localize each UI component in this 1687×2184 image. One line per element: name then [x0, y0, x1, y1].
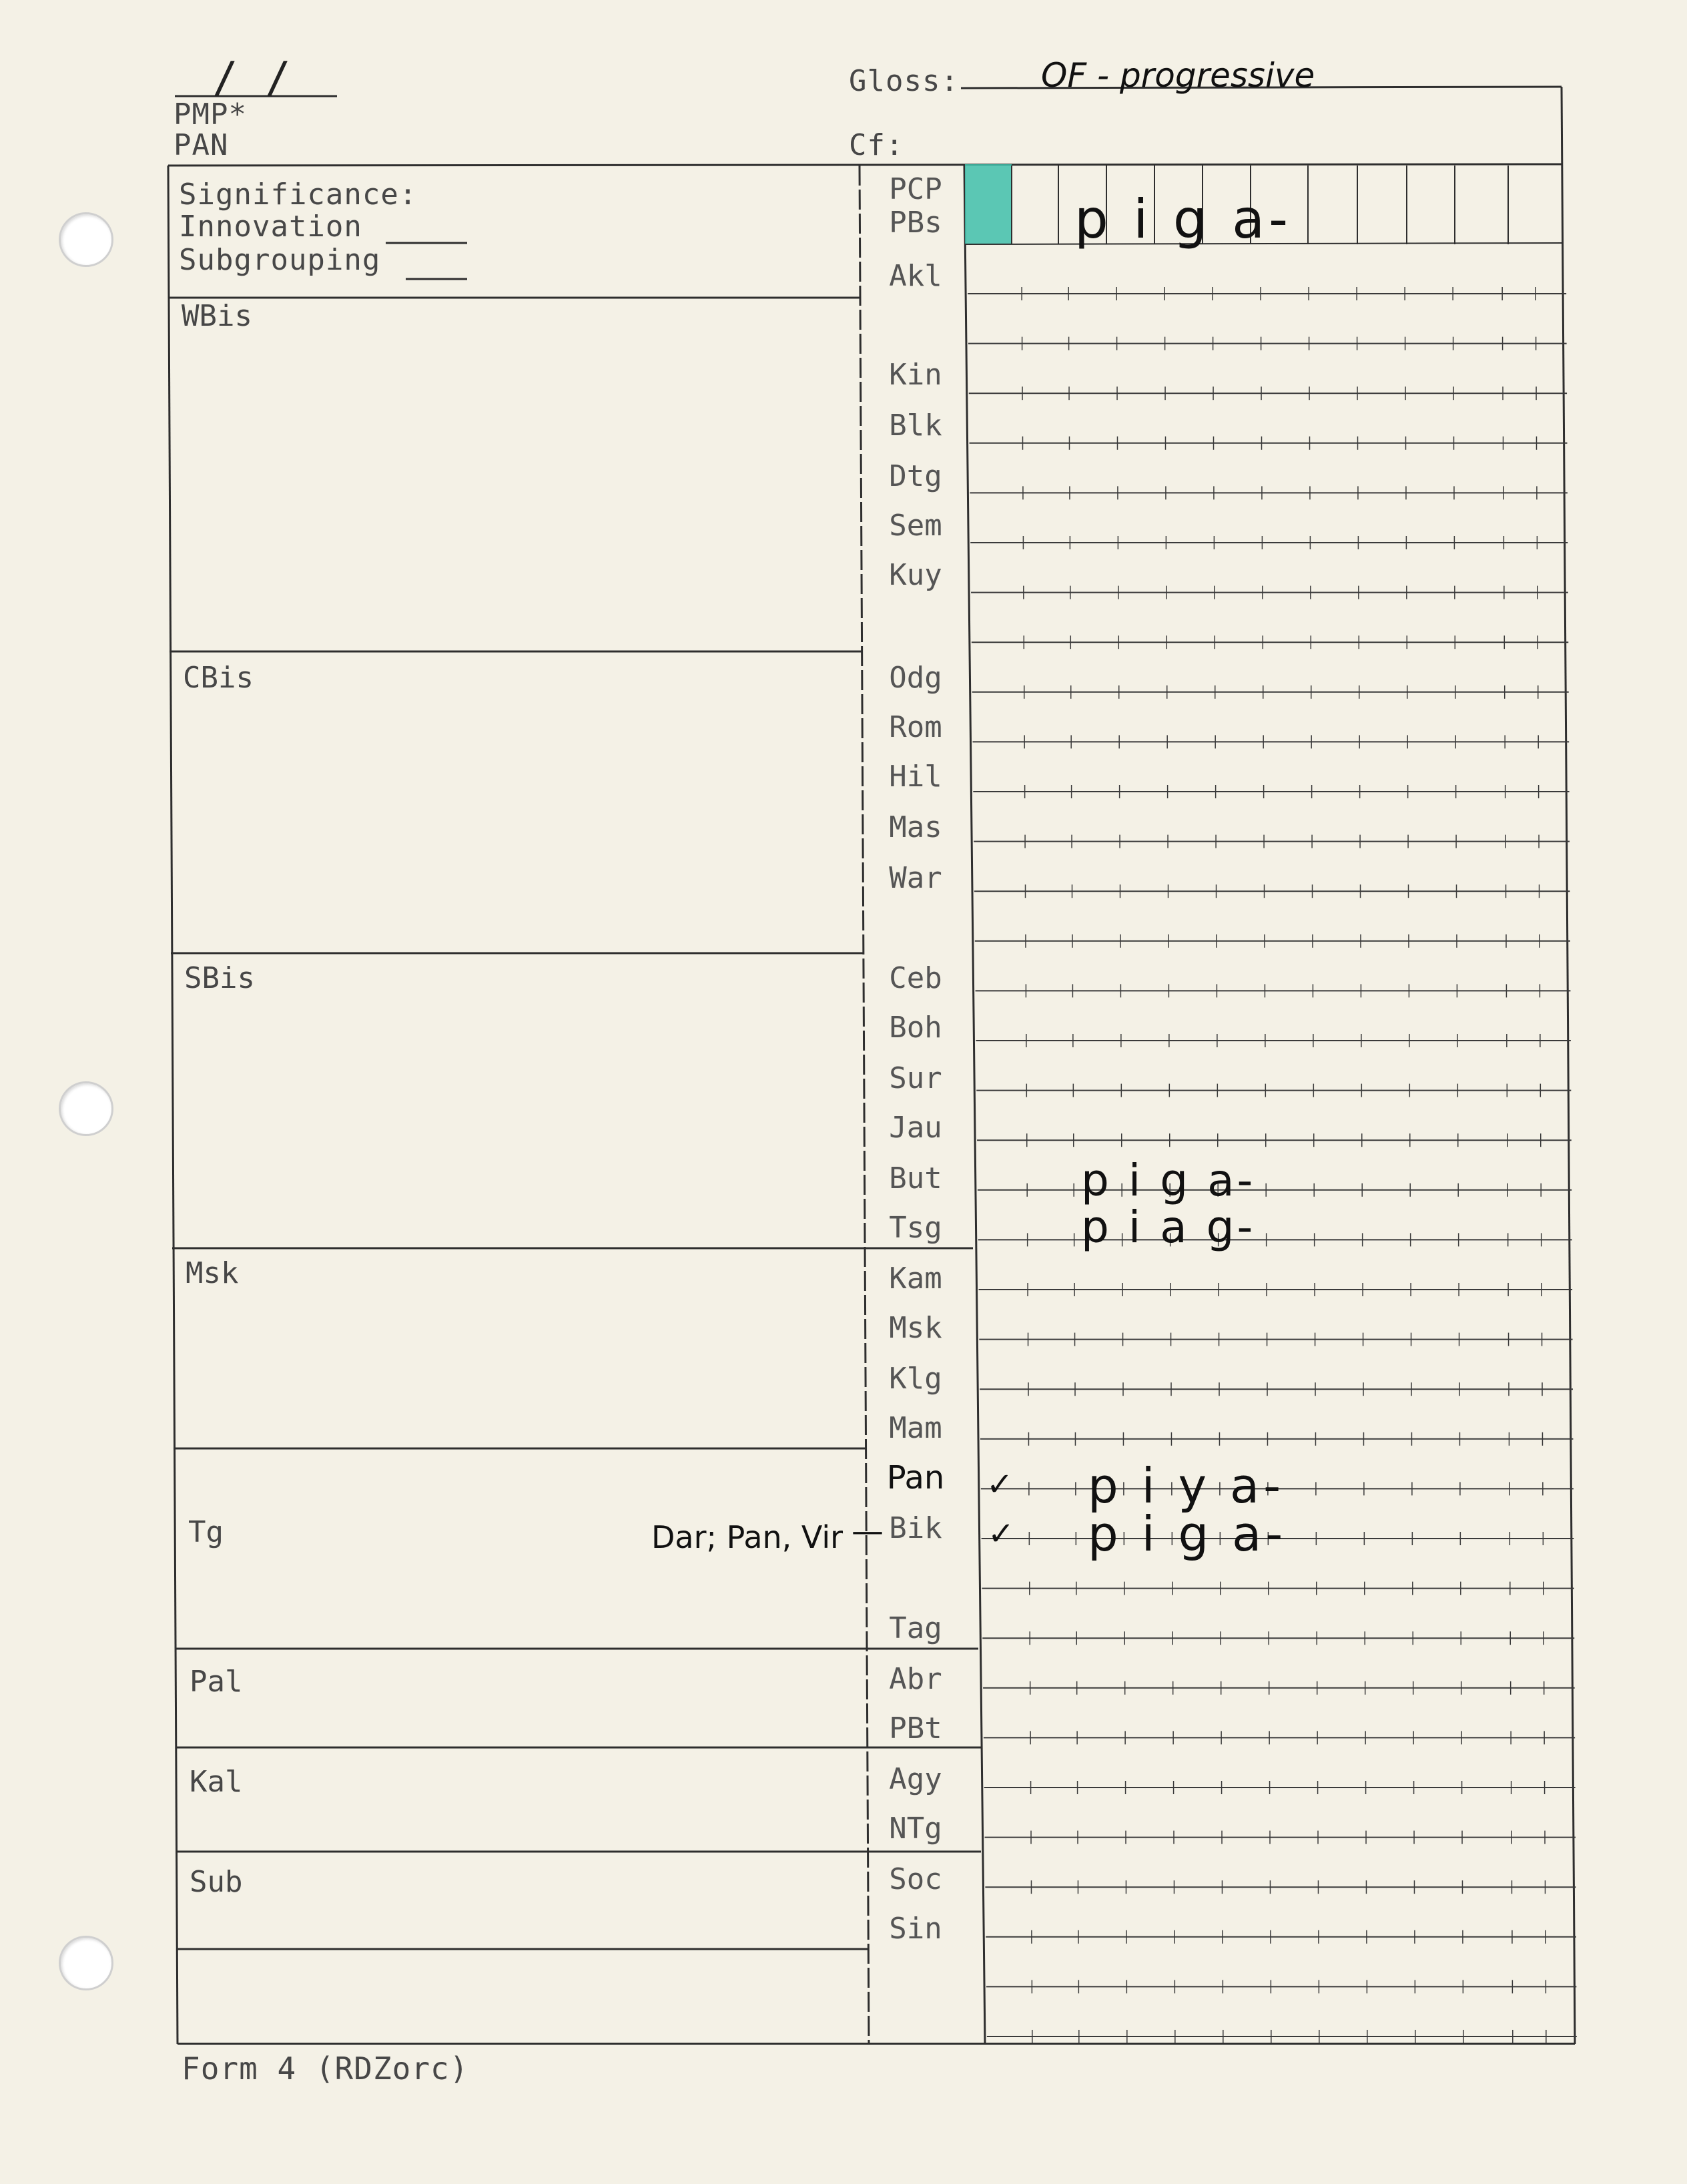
- bik-check: ✓: [988, 1515, 1015, 1553]
- pbs-form: p i g a-: [1074, 188, 1292, 250]
- lang-sur: Sur: [889, 1061, 942, 1095]
- but-form: p i g a-: [1081, 1155, 1256, 1206]
- lang-kuy: Kuy: [889, 558, 942, 592]
- tsg-form: p i a g-: [1081, 1201, 1256, 1253]
- gloss-value: OF - progressive: [1041, 56, 1315, 95]
- cf-label: Cf:: [849, 128, 904, 162]
- pan-form: p i y a-: [1088, 1458, 1285, 1514]
- lang-boh: Boh: [889, 1011, 942, 1045]
- lang-war: War: [889, 861, 942, 895]
- lang-abr: Abr: [889, 1662, 942, 1696]
- lang-blk: Blk: [889, 408, 942, 443]
- pmp-label: PMP*: [174, 97, 247, 131]
- lang-pbt: PBt: [889, 1711, 942, 1745]
- date-marks: / /: [212, 53, 292, 103]
- lang-ntg: NTg: [889, 1812, 942, 1846]
- section-cbis: CBis: [183, 661, 254, 695]
- lang-dtg: Dtg: [889, 459, 942, 493]
- lang-hil: Hil: [889, 760, 942, 794]
- lang-odg: Odg: [889, 661, 942, 695]
- pan-check: ✓: [986, 1466, 1014, 1503]
- subgrouping-label: Subgrouping: [179, 243, 381, 277]
- gloss-label: Gloss:: [849, 64, 959, 98]
- lang-mam: Mam: [889, 1411, 942, 1445]
- section-kal: Kal: [190, 1765, 243, 1799]
- section-wbis: WBis: [182, 299, 252, 333]
- lang-pcp: PCP: [889, 172, 942, 206]
- section-sub: Sub: [190, 1865, 243, 1899]
- significance-title: Significance:: [179, 178, 418, 212]
- lang-mas: Mas: [889, 810, 942, 844]
- section-sbis: SBis: [184, 961, 255, 995]
- section-msk: Msk: [186, 1256, 239, 1290]
- section-pal: Pal: [190, 1665, 243, 1699]
- lang-bik: Bik: [889, 1511, 942, 1545]
- innovation-label: Innovation: [179, 210, 362, 244]
- lang-akl: Akl: [889, 259, 942, 293]
- lang-soc: Soc: [889, 1862, 942, 1896]
- lang-pan: Pan: [886, 1459, 945, 1496]
- lang-jau: Jau: [889, 1111, 942, 1145]
- bik-form: p i g a-: [1088, 1506, 1287, 1562]
- lang-pbs: PBs: [889, 206, 942, 240]
- lang-kam: Kam: [889, 1262, 942, 1296]
- lang-agy: Agy: [889, 1762, 942, 1796]
- section-tg: Tg: [188, 1515, 224, 1549]
- lang-rom: Rom: [889, 710, 942, 744]
- lang-but: But: [889, 1161, 942, 1195]
- bik-note: Dar; Pan, Vir: [651, 1519, 843, 1555]
- lang-kin: Kin: [889, 358, 942, 392]
- lang-tsg: Tsg: [889, 1211, 942, 1245]
- lang-sem: Sem: [889, 509, 942, 543]
- bik-connector: —: [852, 1513, 884, 1550]
- pan-label: PAN: [174, 128, 229, 162]
- form-footer: Form 4 (RDZorc): [182, 2051, 469, 2087]
- lang-sin: Sin: [889, 1912, 942, 1946]
- lang-klg: Klg: [889, 1362, 942, 1396]
- lang-msk: Msk: [889, 1311, 942, 1345]
- lang-ceb: Ceb: [889, 961, 942, 995]
- lang-tag: Tag: [889, 1611, 942, 1645]
